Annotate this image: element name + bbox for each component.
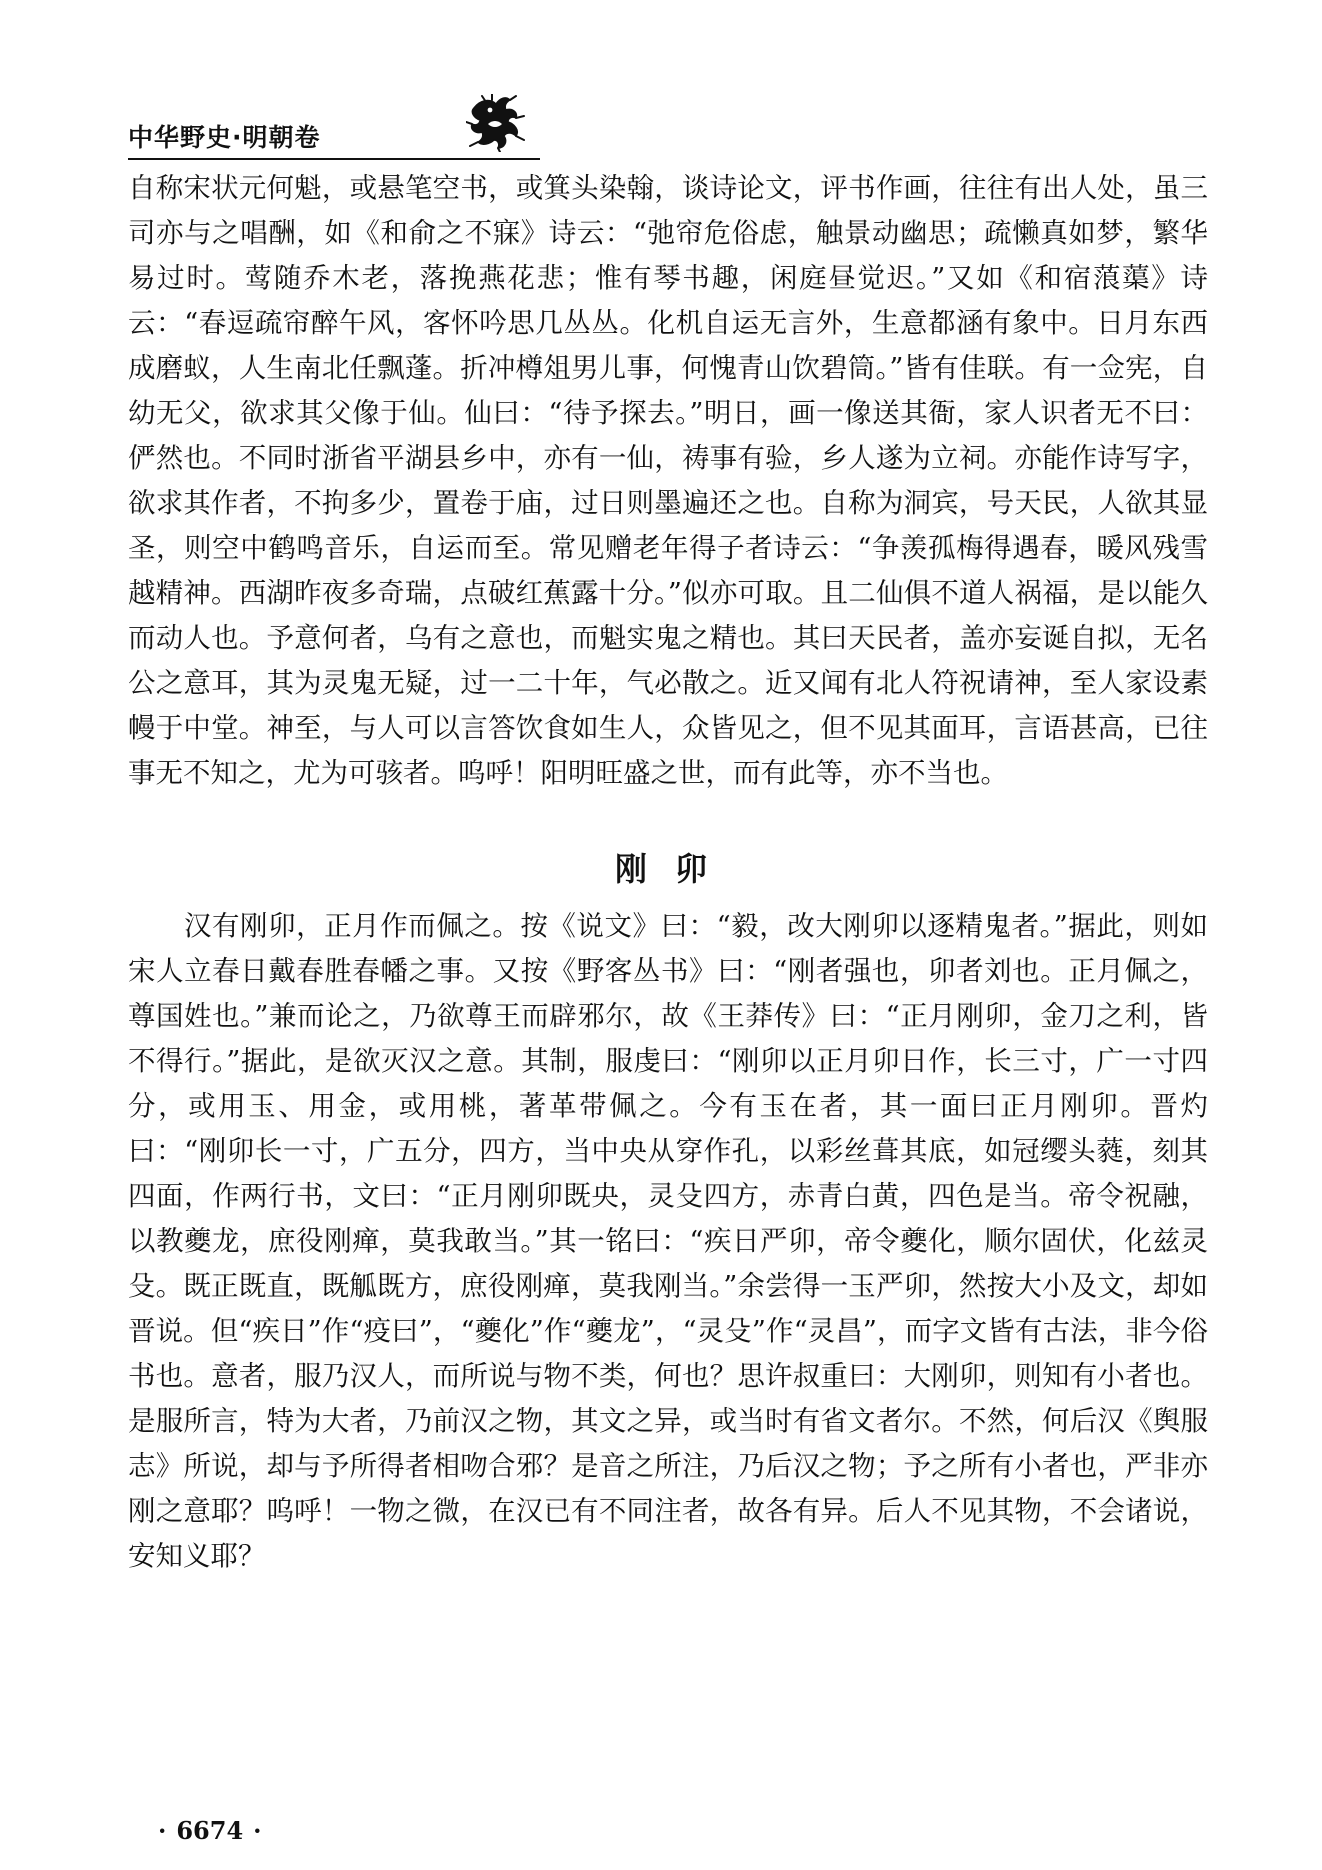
page-header [128, 92, 540, 162]
page-number-dot-right: · [253, 1816, 262, 1845]
page-number [0, 1816, 448, 1845]
dragon-icon [466, 94, 528, 152]
page-number-dot-left: · [158, 1816, 167, 1845]
section-title: 刚卯 [614, 850, 735, 888]
header-rule [128, 158, 540, 160]
page-number-value: 6674 [176, 1816, 244, 1845]
book-title: 中华野史·明朝卷 [128, 123, 321, 152]
paragraph-spirits: 自称宋状元何魁，或悬笔空书，或箕头染翰，谈诗论文，评书作画，往往有出人处，虽三司亦与之唱酬，如《和俞之不寐》诗云：“弛帘危俗虑，触景动幽思；疏懒真如梦，繁华易过时。莺随乔木老，落挽燕花悲；惟有琴书趣，闲庭昼觉迟。”又如《和宿蒗蕖》诗云：“春逗疏帘醉午风，客怀吟思几丛丛。化机自运无言外，生意都涵有象中。日月东西成磨蚁，人生南北任飘蓬。折冲樽俎男儿事，何愧青山饮碧筒。”皆有佳联。有一佥宪，自幼无父，欲求其父像于仙。仙曰：“待予探去。”明日，画一像送其衙，家人识者无不曰：俨然也。不同时浙省平湖县乡中，亦有一仙，祷事有验，乡人遂为立祠。亦能作诗写字，欲求其作者，不拘多少，置卷于庙，过日则墨遍还之也。自称为洞宾，号天民，人欲其显圣，则空中鹤鸣音乐，自运而至。常见赠老年得子者诗云：“争羡孤梅得遇春，暖风残雪越精神。西湖昨夜多奇瑞，点破红蕉露十分。”似亦可取。且二仙俱不道人祸福，是以能久而动人也。予意何者，乌有之意也，而魁实鬼之精也。其曰天民者，盖亦妄诞自拟，无名公之意耳，其为灵鬼无疑，过一二十年，气必散之。近又闻有北人符祝请神，至人家设素幔于中堂。神至，与人可以言答饮食如生人，众皆见之，但不见其面耳，言语甚高，已往事无不知之，尤为可骇者。呜呼！阳明旺盛之世，而有此等，亦不当也。 [128, 172, 1208, 789]
paragraph-gangmao: 汉有刚卯，正月作而佩之。按《说文》曰：“毅，改大刚卯以逐精鬼者。”据此，则如宋人立春日戴春胜春幡之事。又按《野客丛书》曰：“刚者强也，卯者刘也。正月佩之，尊国姓也。”兼而论之，乃欲尊王而辟邪尔，故《王莽传》曰：“正月刚卯，金刀之利，皆不得行。”据此，是欲灭汉之意。其制，服虔曰：“刚卯以正月卯日作，长三寸，广一寸四分，或用玉、用金，或用桃，著革带佩之。今有玉在者，其一面曰正月刚卯。晋灼曰：“刚卯长一寸，广五分，四方，当中央从穿作孔，以彩丝葺其底，如冠缨头蕤，刻其四面，作两行书，文曰：“正月刚卯既央，灵殳四方，赤青白黄，四色是当。帝令祝融，以教夔龙，庶役刚瘅，莫我敢当。”其一铭曰：“疾日严卯，帝令夔化，顺尔固伏，化兹灵殳。既正既直，既觚既方，庶役刚瘅，莫我刚当。”余尝得一玉严卯，然按大小及文，却如晋说。但“疾日”作“疫曰”，“夔化”作“夔龙”，“灵殳”作“灵昌”，而字文皆有古法，非今俗书也。意者，服乃汉人，而所说与物不类，何也？思许叔重曰：大刚卯，则知有小者也。是服所言，特为大者，乃前汉之物，其文之异，或当时有省文者尔。不然，何后汉《舆服志》所说，却与予所得者相吻合邪？是音之所注，乃后汉之物；予之所有小者也，严非亦刚之意耶？呜呼！一物之微，在汉已有不同注者，故各有异。后人不见其物，不会诸说，安知义耶？ [128, 910, 1208, 1572]
